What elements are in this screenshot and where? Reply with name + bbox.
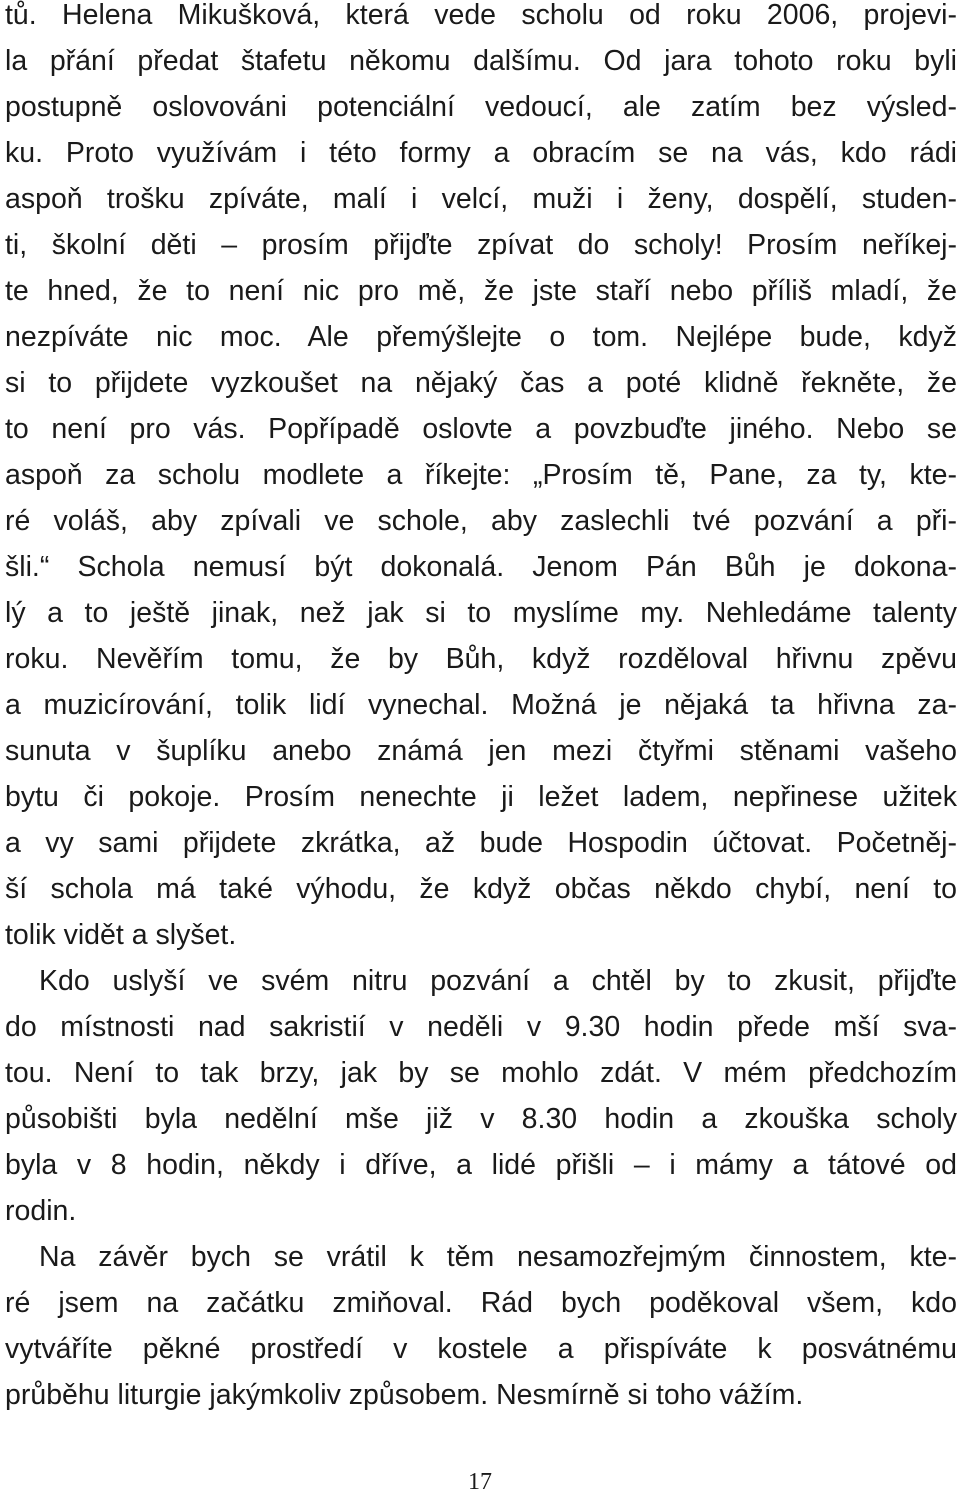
text-line: bytu či pokoje. Prosím nenechte ji ležet ladem, nepřinese užitek (5, 781, 957, 813)
text-line: a vy sami přijdete zkrátka, až bude Hospodin účtovat. Početněj- (5, 827, 957, 859)
text-line: si to přijdete vyzkoušet na nějaký čas a poté klidně řekněte, že (5, 367, 957, 399)
text-line: tou. Není to tak brzy, jak by se mohlo zdát. V mém předchozím (5, 1057, 957, 1089)
text-line: nezpíváte nic moc. Ale přemýšlejte o tom. Nejlépe bude, když (5, 321, 957, 353)
text-line: šli.“ Schola nemusí být dokonalá. Jenom Pán Bůh je dokona- (5, 551, 957, 583)
paragraph (5, 958, 957, 1234)
text-line: byla v 8 hodin, někdy i dříve, a lidé přišli – i mámy a tátové od (5, 1149, 957, 1181)
text-line: ré voláš, aby zpívali ve schole, aby zaslechli tvé pozvání a při- (5, 505, 957, 537)
text-line: do místnosti nad sakristií v neděli v 9.30 hodin přede mší sva- (5, 1011, 957, 1043)
text-line: vytváříte pěkné prostředí v kostele a přispíváte k posvátnému (5, 1333, 957, 1365)
text-line: působišti byla nedělní mše již v 8.30 hodin a zkouška scholy (5, 1103, 957, 1135)
text-line: průběhu liturgie jakýmkoliv způsobem. Nesmírně si toho vážím. (5, 1379, 804, 1411)
text-line: tů. Helena Mikušková, která vede scholu od roku 2006, projevi- (5, 0, 957, 31)
text-line: ší schola má také výhodu, že když občas někdo chybí, není to (5, 873, 957, 905)
text-line: te hned, že to není nic pro mě, že jste staří nebo příliš mladí, že (5, 275, 957, 307)
text-line: la přání předat štafetu někomu dalšímu. Od jara tohoto roku byli (5, 45, 957, 77)
text-line: tolik vidět a slyšet. (5, 919, 237, 951)
text-line: aspoň trošku zpíváte, malí i velcí, muži i ženy, dospělí, studen- (5, 183, 957, 215)
text-line: a muzicírování, tolik lidí vynechal. Možná je nějaká ta hřivna za- (5, 689, 957, 721)
text-line: ti, školní děti – prosím přijďte zpívat do scholy! Prosím neříkej- (5, 229, 957, 261)
text-line: to není pro vás. Popřípadě oslovte a povzbuďte jiného. Nebo se (5, 413, 957, 445)
text-line: roku. Nevěřím tomu, že by Bůh, když rozděloval hřivnu zpěvu (5, 643, 957, 675)
paragraph (5, 1234, 957, 1418)
text-line: Kdo uslyší ve svém nitru pozvání a chtěl by to zkusit, přijďte (39, 965, 957, 997)
text-line: rodin. (5, 1195, 77, 1227)
page-number: 17 (468, 1469, 492, 1495)
text-line: ré jsem na začátku zmiňoval. Rád bych poděkoval všem, kdo (5, 1287, 957, 1319)
text-line: postupně oslovováni potenciální vedoucí, ale zatím bez výsled- (5, 91, 957, 123)
body-text (5, 0, 957, 1418)
text-line: lý a to ještě jinak, než jak si to myslíme my. Nehledáme talenty (5, 597, 957, 629)
paragraph (5, 0, 957, 958)
text-line: aspoň za scholu modlete a říkejte: „Prosím tě, Pane, za ty, kte- (5, 459, 957, 491)
text-line: sunuta v šuplíku anebo známá jen mezi čtyřmi stěnami vašeho (5, 735, 957, 767)
text-line: ku. Proto využívám i této formy a obracím se na vás, kdo rádi (5, 137, 957, 169)
text-line: Na závěr bych se vrátil k těm nesamozřejmým činnostem, kte- (39, 1241, 957, 1273)
